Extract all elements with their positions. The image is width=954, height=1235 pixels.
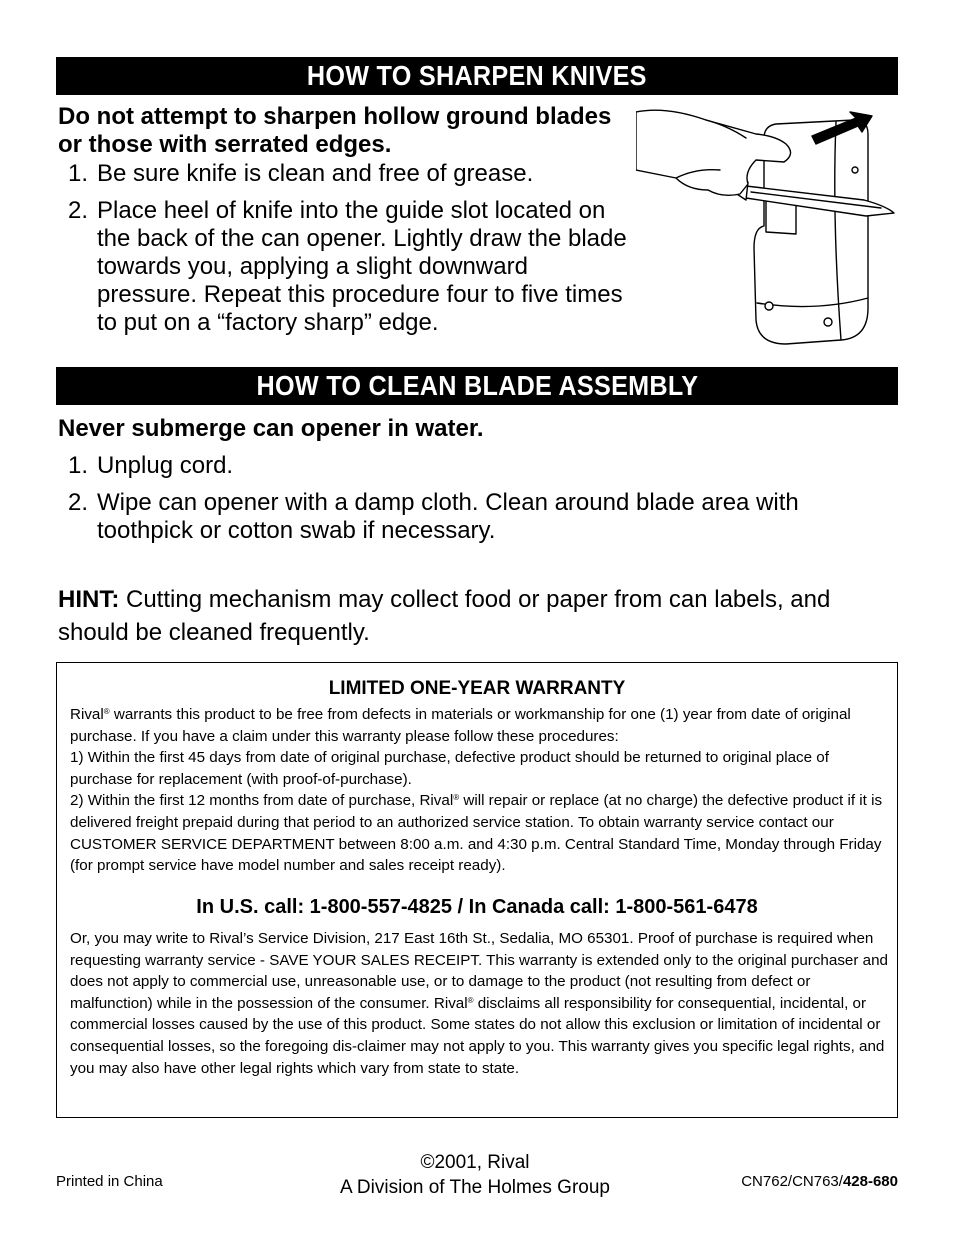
warranty-p3-text: will repair or replace (at no charge) the defective product if it is delivered freight prepaid during that period to an authorized service station. To obtain warranty service contact our CUSTOMER SERVICE DEPARTMENT between 8:00 a.m. and 4:30 p.m. Central Standard Time, Monday through Friday (for prompt service have model number and sales receipt ready). <box>70 792 883 875</box>
list-item <box>60 452 890 480</box>
step-text: Place heel of knife into the guide slot located on the back of the can opener. Lightly draw the blade towards you, applying a slight downward pressure. Repeat this procedure four to five times to put on a “factory sharp” edge. <box>97 197 627 336</box>
brand-name: Rival <box>70 706 104 723</box>
list-item <box>60 197 630 337</box>
screw-left <box>765 302 773 310</box>
part-number: 428-680 <box>842 1173 898 1190</box>
model-prefix: CN762/CN763/ <box>741 1173 843 1190</box>
warranty-p1-text: warrants this product to be free from defects in materials or workmanship for one (1) year from date of original purchase. If you have a claim under this warranty please follow these procedures: <box>70 706 851 745</box>
printed-in: Printed in China <box>56 1173 163 1190</box>
phone-numbers: In U.S. call: 1-800-557-4825 / In Canada call: 1-800-561-6478 <box>196 896 758 918</box>
warranty-p3-start: 2) Within the first 12 months from date of purchase, Rival <box>70 792 454 810</box>
section-heading-sharpen-text: HOW TO SHARPEN KNIVES <box>307 60 647 91</box>
screw-right <box>824 318 832 326</box>
hint-label: HINT: <box>58 586 120 613</box>
warranty-box <box>56 662 898 1118</box>
registered-mark: ® <box>453 793 460 803</box>
knife-sharpening-illustration <box>636 98 898 360</box>
copyright-block <box>320 1150 630 1200</box>
warranty-paragraph-1 <box>70 704 888 747</box>
registered-mark: ® <box>103 707 110 716</box>
step-text: Be sure knife is clean and free of grease. <box>97 160 534 187</box>
hint-text: Cutting mechanism may collect food or paper from can labels, and should be cleaned frequently. <box>58 586 831 646</box>
list-item <box>60 160 630 188</box>
warranty-paragraph-4 <box>70 928 888 1079</box>
step-text: Wipe can opener with a damp cloth. Clean around blade area with toothpick or cotton swab if necessary. <box>97 489 799 544</box>
warranty-p4-text: disclaims all responsibility for consequential, incidental, or commercial losses caused by the use of this product. Some states do not allow this exclusion or limitation of incidental or consequential losses, so the foregoing dis-claimer may not apply to you. This warranty gives you specific legal rights, and you may also have other legal rights which vary from state to state. <box>70 994 885 1077</box>
warranty-p4-start: Or, you may write to Rival’s Service Division, 217 East 16th St., Sedalia, MO 65301. Proof of purchase is required when requesting warranty service - SAVE YOUR SALES RECEIPT. This warranty is extended only to the original purchaser and does not apply to commercial use, unreasonable use, or to damage to the product (not resulting from defect or malfunction) while in the possession of the consumer. Rival <box>70 930 888 1012</box>
section-heading-clean <box>56 367 898 405</box>
step-number: 2. <box>68 197 89 224</box>
list-item <box>60 489 890 545</box>
sharpen-warning: Do not attempt to sharpen hollow ground blades or those with serrated edges. <box>58 103 612 158</box>
warranty-title: LIMITED ONE-YEAR WARRANTY <box>328 678 626 699</box>
warranty-paragraph-3 <box>70 790 888 876</box>
step-number: 1. <box>68 160 89 187</box>
warranty-paragraph-2: 1) Within the first 45 days from date of original purchase, defective product should be returned to original place of purchase for replacement (with proof-of-purchase). <box>70 749 829 788</box>
clean-steps <box>60 452 890 554</box>
step-text: Unplug cord. <box>97 452 234 479</box>
warranty-body-bottom <box>70 928 888 1079</box>
step-number: 2. <box>68 489 89 516</box>
clean-warning: Never submerge can opener in water. <box>58 415 484 442</box>
section-heading-clean-text: HOW TO CLEAN BLADE ASSEMBLY <box>256 370 698 401</box>
sharpen-steps <box>60 160 630 346</box>
registered-mark: ® <box>467 995 474 1005</box>
section-heading-sharpen <box>56 57 898 95</box>
screw-right-top <box>852 167 858 173</box>
step-number: 1. <box>68 452 89 479</box>
hint-paragraph <box>58 583 898 649</box>
division-line: A Division of The Holmes Group <box>340 1177 610 1198</box>
model-number <box>741 1173 898 1190</box>
copyright-line: ©2001, Rival <box>420 1152 530 1173</box>
warranty-body-top <box>70 704 888 877</box>
